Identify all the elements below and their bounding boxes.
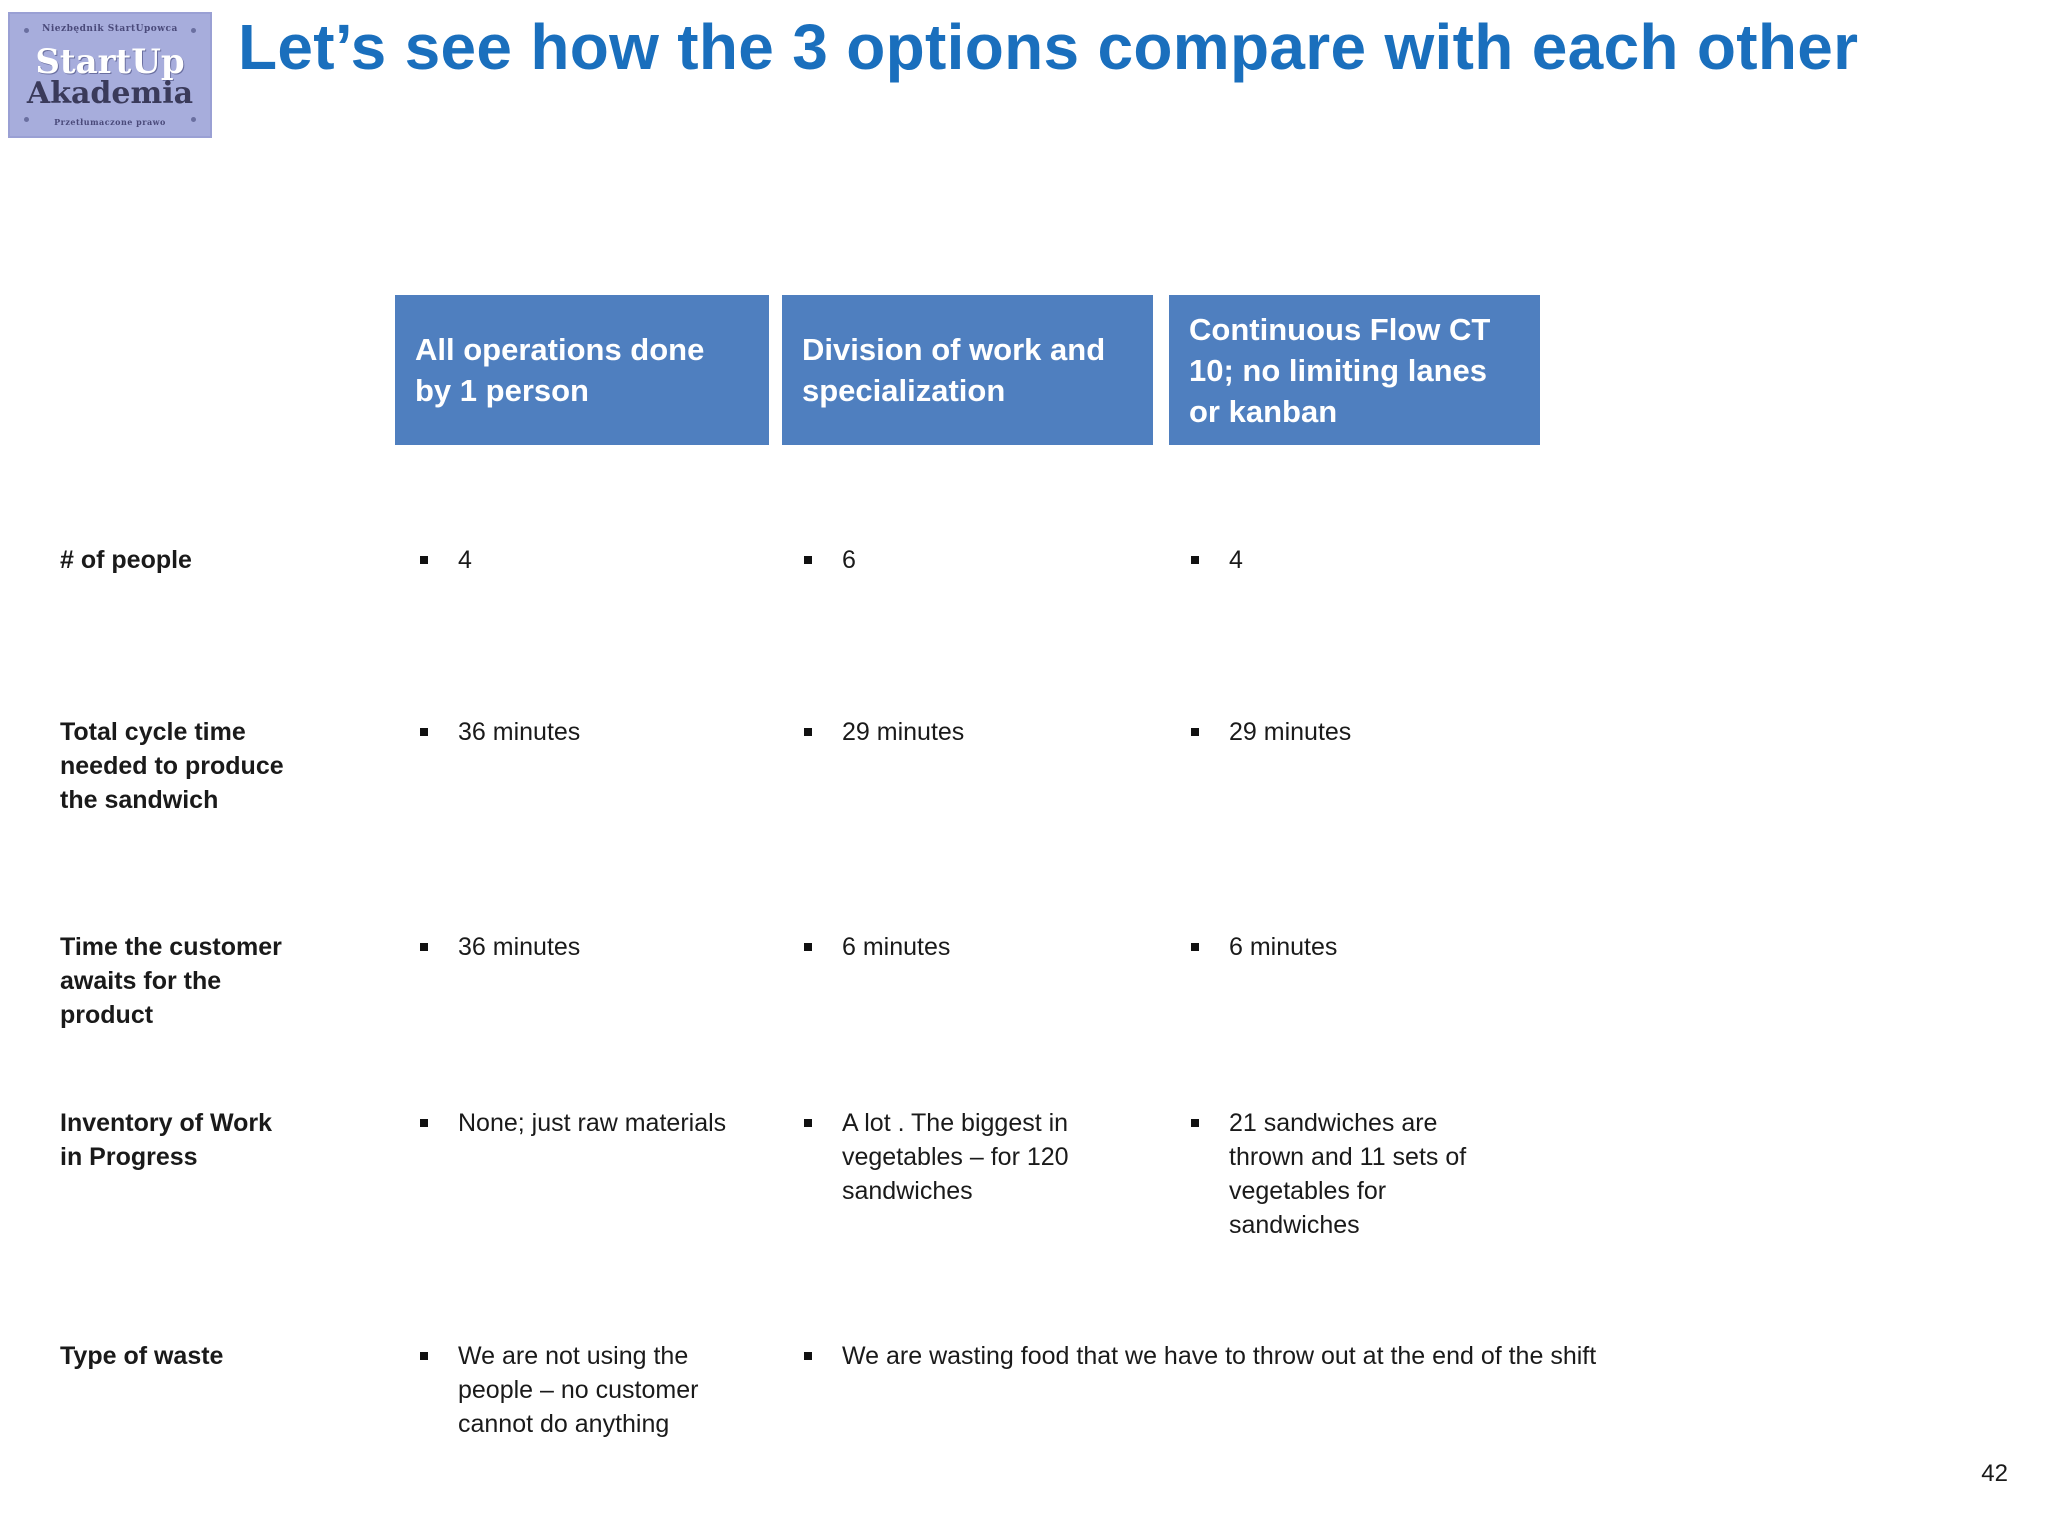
logo-top-text: Niezbędnik StartUpowca (42, 24, 178, 34)
cell-text: 4 (1229, 546, 1243, 574)
bullet-icon (804, 1352, 812, 1360)
column-header-label: Continuous Flow CT 10; no limiting lanes or kanban (1189, 311, 1491, 429)
table-cell (1191, 715, 1541, 749)
cell-text: 6 minutes (842, 933, 951, 961)
bullet-icon (1191, 728, 1199, 736)
cell-text: We are not using the people – no customer cannot do anything (458, 1342, 699, 1438)
table-cell (420, 930, 770, 964)
startup-akademia-logo (8, 12, 212, 138)
table-cell (420, 1339, 740, 1441)
table-cell (804, 930, 1154, 964)
bullet-icon (804, 1119, 812, 1127)
bullet-icon (420, 556, 428, 564)
bullet-icon (420, 1119, 428, 1127)
bullet-icon (804, 943, 812, 951)
cell-text: 36 minutes (458, 933, 581, 961)
cell-text: 36 minutes (458, 718, 581, 746)
table-cell (804, 543, 1154, 577)
bullet-icon (1191, 1119, 1199, 1127)
page-number: 42 (1981, 1460, 2008, 1487)
column-header-division-of-work (782, 295, 1153, 445)
row-label-people: # of people (60, 546, 192, 574)
table-cell (1191, 930, 1541, 964)
bullet-icon (804, 728, 812, 736)
bullet-icon (420, 728, 428, 736)
row-label-inventory-wip: Inventory of Work in Progress (60, 1109, 273, 1171)
row-label-type-of-waste: Type of waste (60, 1342, 224, 1370)
bullet-icon (420, 1352, 428, 1360)
column-header-continuous-flow (1169, 295, 1540, 445)
table-cell (804, 1339, 1704, 1373)
bullet-icon (1191, 943, 1199, 951)
cell-text: 29 minutes (1229, 718, 1352, 746)
bullet-icon (804, 556, 812, 564)
row-label-customer-wait-time: Time the customer awaits for the product (60, 933, 282, 1029)
table-cell (804, 1106, 1104, 1208)
row-label-total-cycle-time: Total cycle time needed to produce the sandwich (60, 718, 284, 814)
cell-text: 21 sandwiches are thrown and 11 sets of vegetables for sandwiches (1229, 1109, 1467, 1239)
bullet-icon (420, 943, 428, 951)
cell-text: A lot . The biggest in vegetables – for 120 sandwiches (842, 1109, 1069, 1205)
table-cell (420, 543, 770, 577)
cell-text: 29 minutes (842, 718, 965, 746)
table-cell (1191, 1106, 1501, 1242)
logo-line2: Akademia (26, 76, 194, 111)
cell-text: None; just raw materials (458, 1109, 727, 1137)
cell-text: We are wasting food that we have to throw out at the end of the shift (842, 1342, 1597, 1370)
cell-text: 6 (842, 546, 856, 574)
table-cell (804, 715, 1154, 749)
table-cell (420, 715, 770, 749)
bullet-icon (1191, 556, 1199, 564)
logo-line1: StartUp (35, 42, 185, 82)
column-header-label: Division of work and specialization (802, 332, 1106, 408)
table-cell (420, 1106, 780, 1140)
logo-bottom-text: Przetłumaczone prawo (54, 117, 166, 127)
cell-text: 4 (458, 546, 472, 574)
slide-title: Let’s see how the 3 options compare with each other (238, 11, 1859, 83)
table-cell (1191, 543, 1541, 577)
column-header-one-person (395, 295, 769, 445)
cell-text: 6 minutes (1229, 933, 1338, 961)
column-header-label: All operations done by 1 person (415, 332, 705, 408)
